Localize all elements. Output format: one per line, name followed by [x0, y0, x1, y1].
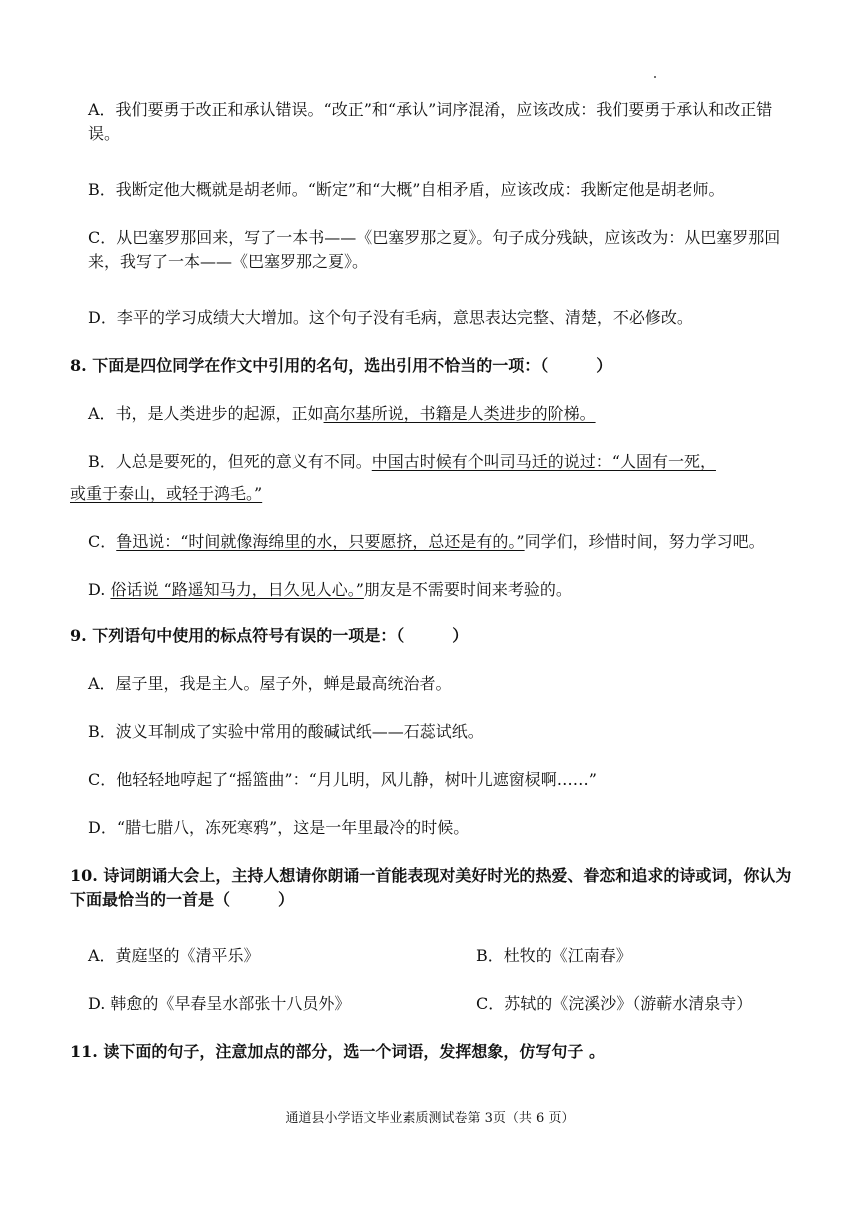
q7-option-c: C．从巴塞罗那回来，写了一本书——《巴塞罗那之夏》。句子成分残缺，应该改为：从巴塞罗那回来，我写了一本——《巴塞罗那之夏》。 [88, 228, 781, 271]
q8-b-quote-2: 或重于泰山，或轻于鸿毛。” [70, 484, 263, 503]
q8-b-quote-1: 中国古时候有个叫司马迁的说过：“人固有一死， [371, 452, 716, 471]
q10-option-c: C．苏轼的《浣溪沙》（游蕲水清泉寺） [476, 994, 753, 1013]
q8-a-text: A．书，是人类进步的起源，正如 [88, 404, 324, 423]
page-footer: 通道县小学语文毕业素质测试卷第 3页（共 6 页） [285, 1111, 575, 1126]
q7-option-b: B．我断定他大概就是胡老师。“断定”和“大概”自相矛盾，应该改成：我断定他是胡老师。 [88, 180, 725, 199]
q8-d-text: 朋友是不需要时间来考验的。 [363, 580, 572, 599]
q8-d-label: D. [88, 580, 111, 599]
q9-stem: 9. 下列语句中使用的标点符号有误的一项是：（ ） [70, 626, 469, 645]
q8-c-quote: 鲁迅说：“时间就像海绵里的水，只要愿挤，总还是有的。” [116, 532, 525, 551]
q9-option-d: D．“腊七腊八，冻死寒鸦”，这是一年里最冷的时候。 [88, 818, 470, 837]
q7-option-d: D．李平的学习成绩大大增加。这个句子没有毛病，意思表达完整、清楚，不必修改。 [88, 308, 693, 327]
q10-option-a: A．黄庭坚的《清平乐》 [88, 946, 260, 965]
q11-stem: 11. 读下面的句子，注意加点的部分，选一个词语，发挥想象，仿写句子 。 [70, 1042, 605, 1061]
q8-stem: 8. 下面是四位同学在作文中引用的名句，选出引用不恰当的一项：（ ） [70, 356, 613, 375]
q8-c-text: 同学们，珍惜时间，努力学习吧。 [524, 532, 765, 551]
stray-dot [654, 76, 656, 78]
q10-option-d: D. 韩愈的《早春呈水部张十八员外》 [88, 994, 351, 1013]
q8-b-text: B．人总是要死的，但死的意义有不同。 [88, 452, 372, 471]
q10-stem: 10. 诗词朗诵大会上，主持人想请你朗诵一首能表现对美好时光的热爱、眷恋和追求的诗或词，你认为下面最恰当的一首是（ ） [70, 866, 792, 909]
q8-option-b-cont [70, 482, 800, 506]
q7-option-a: A．我们要勇于改正和承认错误。“改正”和“承认”词序混淆，应该改成：我们要勇于承认和改正错误。 [88, 100, 773, 143]
q8-option-b [88, 450, 800, 474]
q10-option-b: B．杜牧的《江南春》 [476, 946, 632, 965]
q8-option-a [88, 402, 800, 426]
q8-d-quote: 俗话说 “路遥知马力，日久见人心。” [110, 580, 364, 599]
q8-a-quote: 高尔基所说，书籍是人类进步的阶梯。 [323, 404, 596, 423]
q9-option-b: B．波义耳制成了实验中常用的酸碱试纸——石蕊试纸。 [88, 722, 484, 741]
q9-option-a: A．屋子里，我是主人。屋子外，蝉是最高统治者。 [88, 674, 452, 693]
q8-c-label: C． [88, 532, 117, 551]
q8-option-c [88, 530, 800, 554]
q9-option-c: C．他轻轻地哼起了“摇篮曲”：“月儿明，风儿静，树叶儿遮窗棂啊……” [88, 770, 597, 789]
q8-option-d [88, 578, 800, 602]
